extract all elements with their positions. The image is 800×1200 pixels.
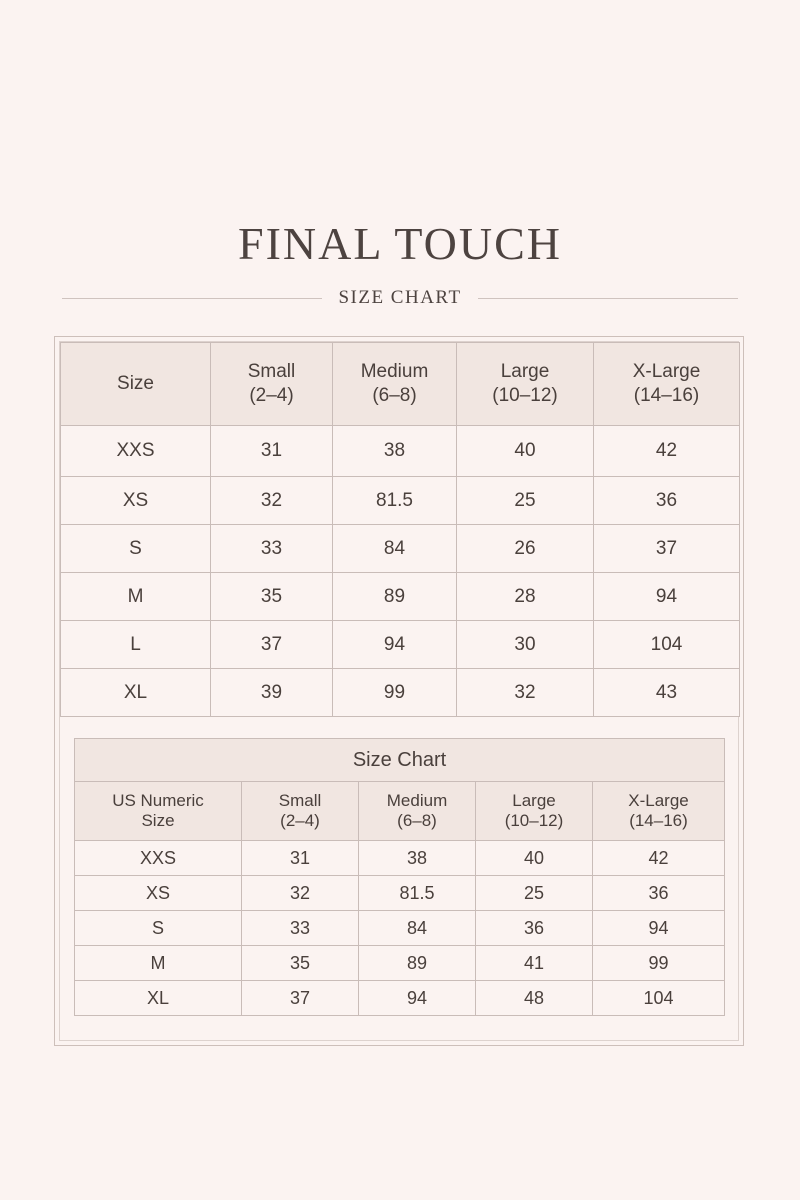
table-cell: 37 (594, 525, 740, 573)
table-cell: 33 (211, 525, 333, 573)
size-cell: M (61, 573, 211, 621)
size-cell: XL (61, 669, 211, 717)
table-cell: 25 (457, 477, 594, 525)
header-x-large (593, 782, 725, 841)
header-label: Medium (360, 361, 429, 382)
table-cell: 32 (211, 477, 333, 525)
header-range: (10–12) (492, 385, 558, 406)
table-row (61, 525, 740, 573)
size-cell: S (75, 911, 242, 946)
table-cell: 99 (333, 669, 457, 717)
header-label: Large (500, 361, 550, 382)
table-row (75, 946, 725, 981)
size-cell: M (75, 946, 242, 981)
table-cell: 99 (593, 946, 725, 981)
header-size (61, 343, 211, 426)
table-cell: 84 (333, 525, 457, 573)
size-cell: XS (61, 477, 211, 525)
header-medium (333, 343, 457, 426)
table-cell: 35 (211, 573, 333, 621)
table-cell: 32 (242, 876, 359, 911)
table-cell: 40 (457, 426, 594, 477)
header-label-second-line: Size (141, 811, 175, 830)
table-cell: 94 (594, 573, 740, 621)
table-cell: 35 (242, 946, 359, 981)
table-cell: 31 (211, 426, 333, 477)
table-row (75, 911, 725, 946)
table-row (75, 981, 725, 1016)
table-row (75, 876, 725, 911)
table-cell: 41 (476, 946, 593, 981)
table-row (61, 669, 740, 717)
header-large (457, 343, 594, 426)
table-row (61, 426, 740, 477)
header-range: (6–8) (397, 811, 437, 830)
size-cell: XXS (61, 426, 211, 477)
header-medium (359, 782, 476, 841)
table-cell: 26 (457, 525, 594, 573)
header-range: (10–12) (504, 811, 564, 830)
header-label: X-Large (632, 361, 701, 382)
table-cell: 33 (242, 911, 359, 946)
table-header-row (61, 343, 740, 426)
header-small (242, 782, 359, 841)
size-cell: XXS (75, 841, 242, 876)
header-label: US Numeric (112, 791, 204, 810)
table-cell: 40 (476, 841, 593, 876)
table-row (61, 621, 740, 669)
table-row (75, 841, 725, 876)
table-cell: 42 (594, 426, 740, 477)
table-cell: 81.5 (333, 477, 457, 525)
header-label: Small (247, 361, 296, 382)
table-cell: 48 (476, 981, 593, 1016)
subtitle-row (62, 285, 738, 311)
table-cell: 39 (211, 669, 333, 717)
table-cell: 36 (476, 911, 593, 946)
header-label: Large (512, 791, 556, 810)
table-cell: 89 (359, 946, 476, 981)
table-cell: 25 (476, 876, 593, 911)
table-cell: 32 (457, 669, 594, 717)
header-label: Medium (386, 791, 448, 810)
header-label: X-Large (628, 791, 689, 810)
table-cell: 89 (333, 573, 457, 621)
header-us-numeric-size (75, 782, 242, 841)
table-cell: 94 (593, 911, 725, 946)
table-cell: 38 (333, 426, 457, 477)
table-cell: 104 (594, 621, 740, 669)
table-cell: 42 (593, 841, 725, 876)
header-small (211, 343, 333, 426)
header-range: (2–4) (249, 385, 294, 406)
table-cell: 36 (593, 876, 725, 911)
size-cell: XS (75, 876, 242, 911)
table-row (61, 477, 740, 525)
size-chart-subtitle: SIZE CHART (338, 287, 462, 308)
table-cell: 81.5 (359, 876, 476, 911)
header-range: (2–4) (280, 811, 320, 830)
table-caption: Size Chart (75, 739, 725, 782)
divider-right (478, 298, 738, 299)
size-cell: L (61, 621, 211, 669)
header-large (476, 782, 593, 841)
size-table-primary (60, 342, 740, 717)
table-cell: 43 (594, 669, 740, 717)
table-cell: 30 (457, 621, 594, 669)
table-cell: 28 (457, 573, 594, 621)
table-row (61, 573, 740, 621)
header-range: (14–16) (629, 811, 688, 830)
table-cell: 38 (359, 841, 476, 876)
divider-left (62, 298, 322, 299)
table-header-row (75, 782, 725, 841)
header-label: Size (117, 373, 154, 394)
table-cell: 37 (242, 981, 359, 1016)
header-label: Small (278, 791, 322, 810)
header-range: (6–8) (372, 385, 417, 406)
header-x-large (594, 343, 740, 426)
table-cell: 37 (211, 621, 333, 669)
brand-title: FINAL TOUCH (237, 218, 562, 269)
table-cell: 94 (333, 621, 457, 669)
size-cell: XL (75, 981, 242, 1016)
table-cell: 36 (594, 477, 740, 525)
table-cell: 31 (242, 841, 359, 876)
header-range: (14–16) (633, 385, 700, 406)
size-table-us-numeric (74, 738, 725, 1016)
table-cell: 94 (359, 981, 476, 1016)
size-cell: S (61, 525, 211, 573)
table-caption-row (75, 739, 725, 782)
table-cell: 104 (593, 981, 725, 1016)
table-cell: 84 (359, 911, 476, 946)
